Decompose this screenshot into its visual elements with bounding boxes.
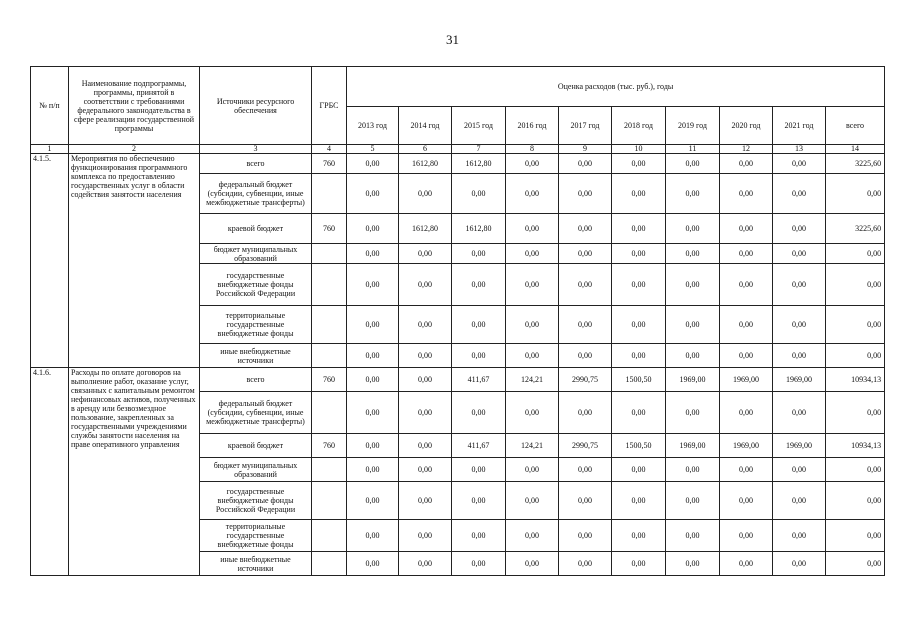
year-value: 0,00 xyxy=(773,244,826,264)
year-value: 0,00 xyxy=(612,244,666,264)
year-value: 0,00 xyxy=(612,174,666,214)
year-value: 0,00 xyxy=(773,482,826,520)
year-value: 1969,00 xyxy=(666,434,720,458)
year-value: 0,00 xyxy=(559,214,612,244)
year-value: 0,00 xyxy=(666,174,720,214)
year-value: 0,00 xyxy=(720,552,773,576)
year-value: 2990,75 xyxy=(559,368,612,392)
column-number: 6 xyxy=(399,145,452,154)
year-value: 0,00 xyxy=(399,174,452,214)
item-number: 4.1.6. xyxy=(31,368,69,576)
year-value: 0,00 xyxy=(720,264,773,306)
column-number: 11 xyxy=(666,145,720,154)
year-value: 0,00 xyxy=(347,214,399,244)
header-source: Источники ресурсного обеспечения xyxy=(200,67,312,145)
year-value: 0,00 xyxy=(347,344,399,368)
year-value: 0,00 xyxy=(506,244,559,264)
column-number: 4 xyxy=(312,145,347,154)
year-value: 0,00 xyxy=(559,264,612,306)
header-year: 2015 год xyxy=(452,107,506,145)
year-value: 0,00 xyxy=(506,552,559,576)
year-value: 0,00 xyxy=(612,482,666,520)
total-value: 3225,60 xyxy=(826,214,885,244)
year-value: 0,00 xyxy=(720,306,773,344)
total-value: 10934,13 xyxy=(826,434,885,458)
year-value: 1969,00 xyxy=(773,434,826,458)
year-value: 0,00 xyxy=(720,520,773,552)
year-value: 0,00 xyxy=(720,392,773,434)
year-value: 0,00 xyxy=(506,264,559,306)
year-value: 0,00 xyxy=(612,306,666,344)
year-value: 1612,80 xyxy=(452,154,506,174)
table-row xyxy=(31,368,885,392)
year-value: 0,00 xyxy=(347,392,399,434)
year-value: 0,00 xyxy=(399,482,452,520)
year-value: 0,00 xyxy=(720,458,773,482)
year-value: 0,00 xyxy=(773,154,826,174)
total-value: 0,00 xyxy=(826,458,885,482)
header-num: № п/п xyxy=(31,67,69,145)
year-value: 0,00 xyxy=(666,306,720,344)
year-value: 0,00 xyxy=(347,552,399,576)
year-value: 0,00 xyxy=(612,520,666,552)
year-value: 0,00 xyxy=(347,154,399,174)
header-grbs: ГРБС xyxy=(312,67,347,145)
year-value: 0,00 xyxy=(506,458,559,482)
header-year: 2019 год xyxy=(666,107,720,145)
grbs-code xyxy=(312,174,347,214)
column-number: 1 xyxy=(31,145,69,154)
header-year: 2021 год xyxy=(773,107,826,145)
year-value: 0,00 xyxy=(773,344,826,368)
year-value: 1500,50 xyxy=(612,434,666,458)
header-year: 2020 год xyxy=(720,107,773,145)
year-value: 0,00 xyxy=(347,434,399,458)
item-name: Расходы по оплате договоров на выполнение работ, оказание услуг, связанных с капитальным ремонтом нефинансовых активов, полученных в аренду или безвозмездное пользование, закрепленных за государственными учреждениями службы занятости населения на праве оперативного управления xyxy=(69,368,200,576)
year-value: 0,00 xyxy=(452,306,506,344)
year-value: 0,00 xyxy=(666,552,720,576)
year-value: 1612,80 xyxy=(399,214,452,244)
header-year: всего xyxy=(826,107,885,145)
year-value: 0,00 xyxy=(559,154,612,174)
funding-source: федеральный бюджет (субсидии, субвенции, иные межбюджетные трансферты) xyxy=(200,174,312,214)
funding-source: иные внебюджетные источники xyxy=(200,552,312,576)
funding-source: государственные внебюджетные фонды Российской Федерации xyxy=(200,482,312,520)
year-value: 0,00 xyxy=(612,344,666,368)
year-value: 0,00 xyxy=(452,482,506,520)
year-value: 0,00 xyxy=(506,214,559,244)
year-value: 0,00 xyxy=(347,264,399,306)
year-value: 0,00 xyxy=(720,482,773,520)
year-value: 0,00 xyxy=(559,552,612,576)
year-value: 0,00 xyxy=(773,520,826,552)
year-value: 0,00 xyxy=(559,306,612,344)
table-row xyxy=(31,154,885,174)
total-value: 0,00 xyxy=(826,520,885,552)
year-value: 0,00 xyxy=(506,520,559,552)
year-value: 0,00 xyxy=(720,174,773,214)
year-value: 1969,00 xyxy=(773,368,826,392)
year-value: 1969,00 xyxy=(720,434,773,458)
grbs-code xyxy=(312,392,347,434)
year-value: 0,00 xyxy=(506,344,559,368)
year-value: 0,00 xyxy=(347,482,399,520)
grbs-code xyxy=(312,244,347,264)
column-number: 14 xyxy=(826,145,885,154)
year-value: 0,00 xyxy=(347,520,399,552)
column-number: 9 xyxy=(559,145,612,154)
column-number: 8 xyxy=(506,145,559,154)
year-value: 0,00 xyxy=(773,306,826,344)
year-value: 0,00 xyxy=(666,458,720,482)
grbs-code xyxy=(312,264,347,306)
year-value: 0,00 xyxy=(452,264,506,306)
year-value: 0,00 xyxy=(347,174,399,214)
year-value: 0,00 xyxy=(399,434,452,458)
year-value: 0,00 xyxy=(773,392,826,434)
header-year: 2013 год xyxy=(347,107,399,145)
total-value: 10934,13 xyxy=(826,368,885,392)
year-value: 0,00 xyxy=(559,520,612,552)
total-value: 0,00 xyxy=(826,552,885,576)
funding-source: иные внебюджетные источники xyxy=(200,344,312,368)
year-value: 0,00 xyxy=(399,520,452,552)
year-value: 0,00 xyxy=(399,306,452,344)
total-value: 0,00 xyxy=(826,344,885,368)
year-value: 411,67 xyxy=(452,434,506,458)
total-value: 0,00 xyxy=(826,306,885,344)
year-value: 0,00 xyxy=(399,344,452,368)
header-year: 2016 год xyxy=(506,107,559,145)
year-value: 0,00 xyxy=(666,392,720,434)
header-year: 2017 год xyxy=(559,107,612,145)
funding-source: федеральный бюджет (субсидии, субвенции, иные межбюджетные трансферты) xyxy=(200,392,312,434)
grbs-code xyxy=(312,520,347,552)
year-value: 0,00 xyxy=(399,368,452,392)
year-value: 411,67 xyxy=(452,368,506,392)
year-value: 0,00 xyxy=(347,368,399,392)
year-value: 0,00 xyxy=(666,214,720,244)
year-value: 0,00 xyxy=(452,174,506,214)
year-value: 0,00 xyxy=(612,264,666,306)
funding-source: всего xyxy=(200,154,312,174)
year-value: 0,00 xyxy=(720,154,773,174)
year-value: 0,00 xyxy=(559,174,612,214)
funding-source: бюджет муниципальных образований xyxy=(200,244,312,264)
funding-source: всего xyxy=(200,368,312,392)
total-value: 0,00 xyxy=(826,482,885,520)
year-value: 0,00 xyxy=(506,482,559,520)
year-value: 0,00 xyxy=(559,482,612,520)
year-value: 1969,00 xyxy=(720,368,773,392)
budget-table xyxy=(30,66,885,576)
year-value: 0,00 xyxy=(666,520,720,552)
year-value: 0,00 xyxy=(720,344,773,368)
grbs-code xyxy=(312,306,347,344)
year-value: 0,00 xyxy=(559,344,612,368)
year-value: 1612,80 xyxy=(399,154,452,174)
grbs-code xyxy=(312,344,347,368)
column-number: 2 xyxy=(69,145,200,154)
grbs-code: 760 xyxy=(312,368,347,392)
year-value: 124,21 xyxy=(506,368,559,392)
grbs-code: 760 xyxy=(312,434,347,458)
column-number: 5 xyxy=(347,145,399,154)
grbs-code xyxy=(312,552,347,576)
year-value: 0,00 xyxy=(399,244,452,264)
year-value: 0,00 xyxy=(773,174,826,214)
year-value: 0,00 xyxy=(666,482,720,520)
year-value: 0,00 xyxy=(399,392,452,434)
grbs-code: 760 xyxy=(312,154,347,174)
year-value: 124,21 xyxy=(506,434,559,458)
total-value: 3225,60 xyxy=(826,154,885,174)
column-number: 3 xyxy=(200,145,312,154)
year-value: 0,00 xyxy=(452,392,506,434)
year-value: 0,00 xyxy=(612,214,666,244)
column-number: 7 xyxy=(452,145,506,154)
funding-source: государственные внебюджетные фонды Российской Федерации xyxy=(200,264,312,306)
column-number: 10 xyxy=(612,145,666,154)
grbs-code: 760 xyxy=(312,214,347,244)
column-number: 13 xyxy=(773,145,826,154)
funding-source: территориальные государственные внебюджетные фонды xyxy=(200,306,312,344)
year-value: 0,00 xyxy=(720,214,773,244)
item-number: 4.1.5. xyxy=(31,154,69,368)
page-number: 31 xyxy=(446,32,459,47)
funding-source: краевой бюджет xyxy=(200,214,312,244)
year-value: 0,00 xyxy=(559,244,612,264)
year-value: 0,00 xyxy=(506,154,559,174)
year-value: 0,00 xyxy=(666,244,720,264)
grbs-code xyxy=(312,458,347,482)
year-value: 0,00 xyxy=(452,344,506,368)
total-value: 0,00 xyxy=(826,264,885,306)
item-name: Мероприятия по обеспечению функционирования программного комплекса по предоставлению государственных услуг в области содействия занятости населения xyxy=(69,154,200,368)
year-value: 0,00 xyxy=(666,344,720,368)
year-value: 0,00 xyxy=(559,458,612,482)
year-value: 2990,75 xyxy=(559,434,612,458)
year-value: 0,00 xyxy=(773,458,826,482)
year-value: 0,00 xyxy=(506,174,559,214)
year-value: 0,00 xyxy=(506,306,559,344)
year-value: 0,00 xyxy=(452,552,506,576)
year-value: 1612,80 xyxy=(452,214,506,244)
year-value: 1969,00 xyxy=(666,368,720,392)
year-value: 0,00 xyxy=(452,244,506,264)
year-value: 0,00 xyxy=(666,264,720,306)
header-estimate: Оценка расходов (тыс. руб.), годы xyxy=(347,67,885,107)
year-value: 0,00 xyxy=(347,306,399,344)
year-value: 0,00 xyxy=(612,154,666,174)
year-value: 0,00 xyxy=(666,154,720,174)
year-value: 1500,50 xyxy=(612,368,666,392)
funding-source: территориальные государственные внебюджетные фонды xyxy=(200,520,312,552)
year-value: 0,00 xyxy=(612,552,666,576)
year-value: 0,00 xyxy=(399,458,452,482)
year-value: 0,00 xyxy=(452,458,506,482)
year-value: 0,00 xyxy=(399,552,452,576)
year-value: 0,00 xyxy=(773,552,826,576)
header-year: 2014 год xyxy=(399,107,452,145)
year-value: 0,00 xyxy=(506,392,559,434)
year-value: 0,00 xyxy=(773,214,826,244)
header-year: 2018 год xyxy=(612,107,666,145)
column-number: 12 xyxy=(720,145,773,154)
total-value: 0,00 xyxy=(826,244,885,264)
year-value: 0,00 xyxy=(720,244,773,264)
year-value: 0,00 xyxy=(612,392,666,434)
year-value: 0,00 xyxy=(347,244,399,264)
year-value: 0,00 xyxy=(773,264,826,306)
funding-source: бюджет муниципальных образований xyxy=(200,458,312,482)
year-value: 0,00 xyxy=(399,264,452,306)
year-value: 0,00 xyxy=(612,458,666,482)
year-value: 0,00 xyxy=(347,458,399,482)
total-value: 0,00 xyxy=(826,174,885,214)
total-value: 0,00 xyxy=(826,392,885,434)
year-value: 0,00 xyxy=(452,520,506,552)
year-value: 0,00 xyxy=(559,392,612,434)
funding-source: краевой бюджет xyxy=(200,434,312,458)
header-name: Наименование подпрограммы, программы, принятой в соответствии с требованиями федерального законодательства в сфере реализации государственной программы xyxy=(69,67,200,145)
grbs-code xyxy=(312,482,347,520)
